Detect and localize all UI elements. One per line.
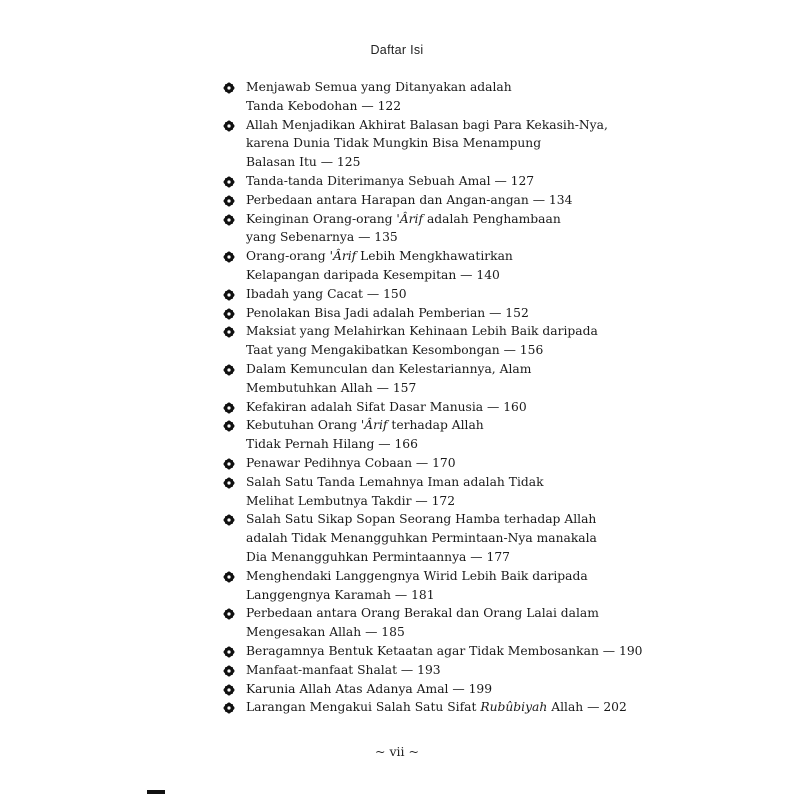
toc-entry (220, 116, 608, 172)
toc-entry-line: Dalam Kemunculan dan Kelestariannya, Alam (246, 361, 532, 376)
flower-bullet-icon (223, 664, 235, 676)
table-of-contents (220, 78, 643, 717)
flower-bullet-icon (223, 701, 235, 713)
toc-entry (220, 604, 600, 642)
toc-entry-line: Ibadah yang Cacat — 150 (246, 286, 407, 301)
toc-entry-line: Menghendaki Langgengnya Wirid Lebih Baik daripada (246, 568, 588, 583)
flower-bullet-icon (223, 213, 235, 225)
toc-entry-line: Mengesakan Allah — 185 (246, 625, 405, 640)
flower-bullet-icon (223, 683, 235, 695)
flower-bullet-icon (223, 513, 235, 525)
toc-entry-line: adalah Tidak Menangguhkan Permintaan-Nya manakala (246, 531, 597, 546)
toc-entry-line: Larangan Mengakui Salah Satu Sifat Rubûbiyah Allah — 202 (246, 700, 627, 715)
toc-entry-line: Keinginan Orang-orang 'Ârif adalah Penghambaan (246, 211, 561, 226)
toc-entry (220, 567, 600, 605)
toc-entry (220, 172, 600, 191)
toc-entry-line: Balasan Itu — 125 (246, 155, 361, 170)
flower-bullet-icon (223, 401, 235, 413)
toc-entry (220, 416, 600, 454)
toc-entry-line: yang Sebenarnya — 135 (246, 230, 398, 245)
toc-entry-line: Manfaat-manfaat Shalat — 193 (246, 662, 441, 677)
toc-entry-line: Melihat Lembutnya Takdir — 172 (246, 493, 456, 508)
toc-entry (220, 191, 600, 210)
toc-entry-line: Salah Satu Tanda Lemahnya Iman adalah Tidak (246, 474, 544, 489)
toc-entry-line: Orang-orang 'Ârif Lebih Mengkhawatirkan (246, 249, 513, 264)
toc-entry (220, 510, 600, 566)
flower-bullet-icon (223, 81, 235, 93)
flower-bullet-icon (223, 288, 235, 300)
flower-bullet-icon (223, 307, 235, 319)
toc-entry (220, 322, 600, 360)
flower-bullet-icon (223, 476, 235, 488)
toc-entry-line: Tanda Kebodohan — 122 (246, 98, 402, 113)
toc-entry-line: Dia Menangguhkan Permintaannya — 177 (246, 549, 510, 564)
toc-entry-line: Maksiat yang Melahirkan Kehinaan Lebih Baik daripada (246, 324, 598, 339)
toc-entry (220, 454, 600, 473)
toc-entry (220, 78, 600, 116)
scan-mark (147, 790, 165, 794)
flower-bullet-icon (223, 325, 235, 337)
toc-entry-line: Penawar Pedihnya Cobaan — 170 (246, 455, 456, 470)
toc-entry-line: Kefakiran adalah Sifat Dasar Manusia — 160 (246, 399, 527, 414)
toc-entry-line: Tanda-tanda Diterimanya Sebuah Amal — 127 (246, 173, 535, 188)
page-number: ~ vii ~ (375, 744, 419, 759)
toc-entry-line: Langgengnya Karamah — 181 (246, 587, 435, 602)
toc-entry-line: Karunia Allah Atas Adanya Amal — 199 (246, 681, 493, 696)
toc-entry-line: karena Dunia Tidak Mungkin Bisa Menampung (246, 136, 542, 151)
toc-entry (220, 304, 600, 323)
toc-entry-line: Membutuhkan Allah — 157 (246, 380, 417, 395)
toc-entry (220, 642, 643, 661)
toc-entry (220, 661, 600, 680)
toc-entry (220, 398, 600, 417)
flower-bullet-icon (223, 250, 235, 262)
page-header: Daftar Isi (370, 43, 424, 57)
toc-entry-line: Taat yang Mengakibatkan Kesombongan — 156 (246, 343, 544, 358)
toc-entry-line: Penolakan Bisa Jadi adalah Pemberian — 152 (246, 305, 529, 320)
toc-entry-line: Beragamnya Bentuk Ketaatan agar Tidak Membosankan — 190 (246, 643, 643, 658)
toc-entry (220, 285, 600, 304)
flower-bullet-icon (223, 607, 235, 619)
toc-entry-line: Allah Menjadikan Akhirat Balasan bagi Para Kekasih-Nya, (246, 117, 608, 132)
toc-entry-line: Perbedaan antara Orang Berakal dan Orang Lalai dalam (246, 606, 599, 621)
toc-entry (220, 210, 600, 248)
flower-bullet-icon (223, 419, 235, 431)
toc-entry-line: Salah Satu Sikap Sopan Seorang Hamba terhadap Allah (246, 512, 597, 527)
toc-entry (220, 360, 600, 398)
toc-entry (220, 247, 600, 285)
toc-entry-line: Kelapangan daripada Kesempitan — 140 (246, 267, 500, 282)
toc-entry-line: Perbedaan antara Harapan dan Angan-angan — 134 (246, 192, 573, 207)
flower-bullet-icon (223, 457, 235, 469)
flower-bullet-icon (223, 119, 235, 131)
flower-bullet-icon (223, 175, 235, 187)
toc-entry-line: Menjawab Semua yang Ditanyakan adalah (246, 80, 512, 94)
toc-entry-line: Kebutuhan Orang 'Ârif terhadap Allah (246, 418, 484, 433)
flower-bullet-icon (223, 645, 235, 657)
toc-entry (220, 698, 627, 717)
toc-entry (220, 473, 600, 511)
flower-bullet-icon (223, 194, 235, 206)
toc-entry-line: Tidak Pernah Hilang — 166 (246, 437, 418, 452)
flower-bullet-icon (223, 363, 235, 375)
flower-bullet-icon (223, 570, 235, 582)
toc-entry (220, 680, 600, 699)
